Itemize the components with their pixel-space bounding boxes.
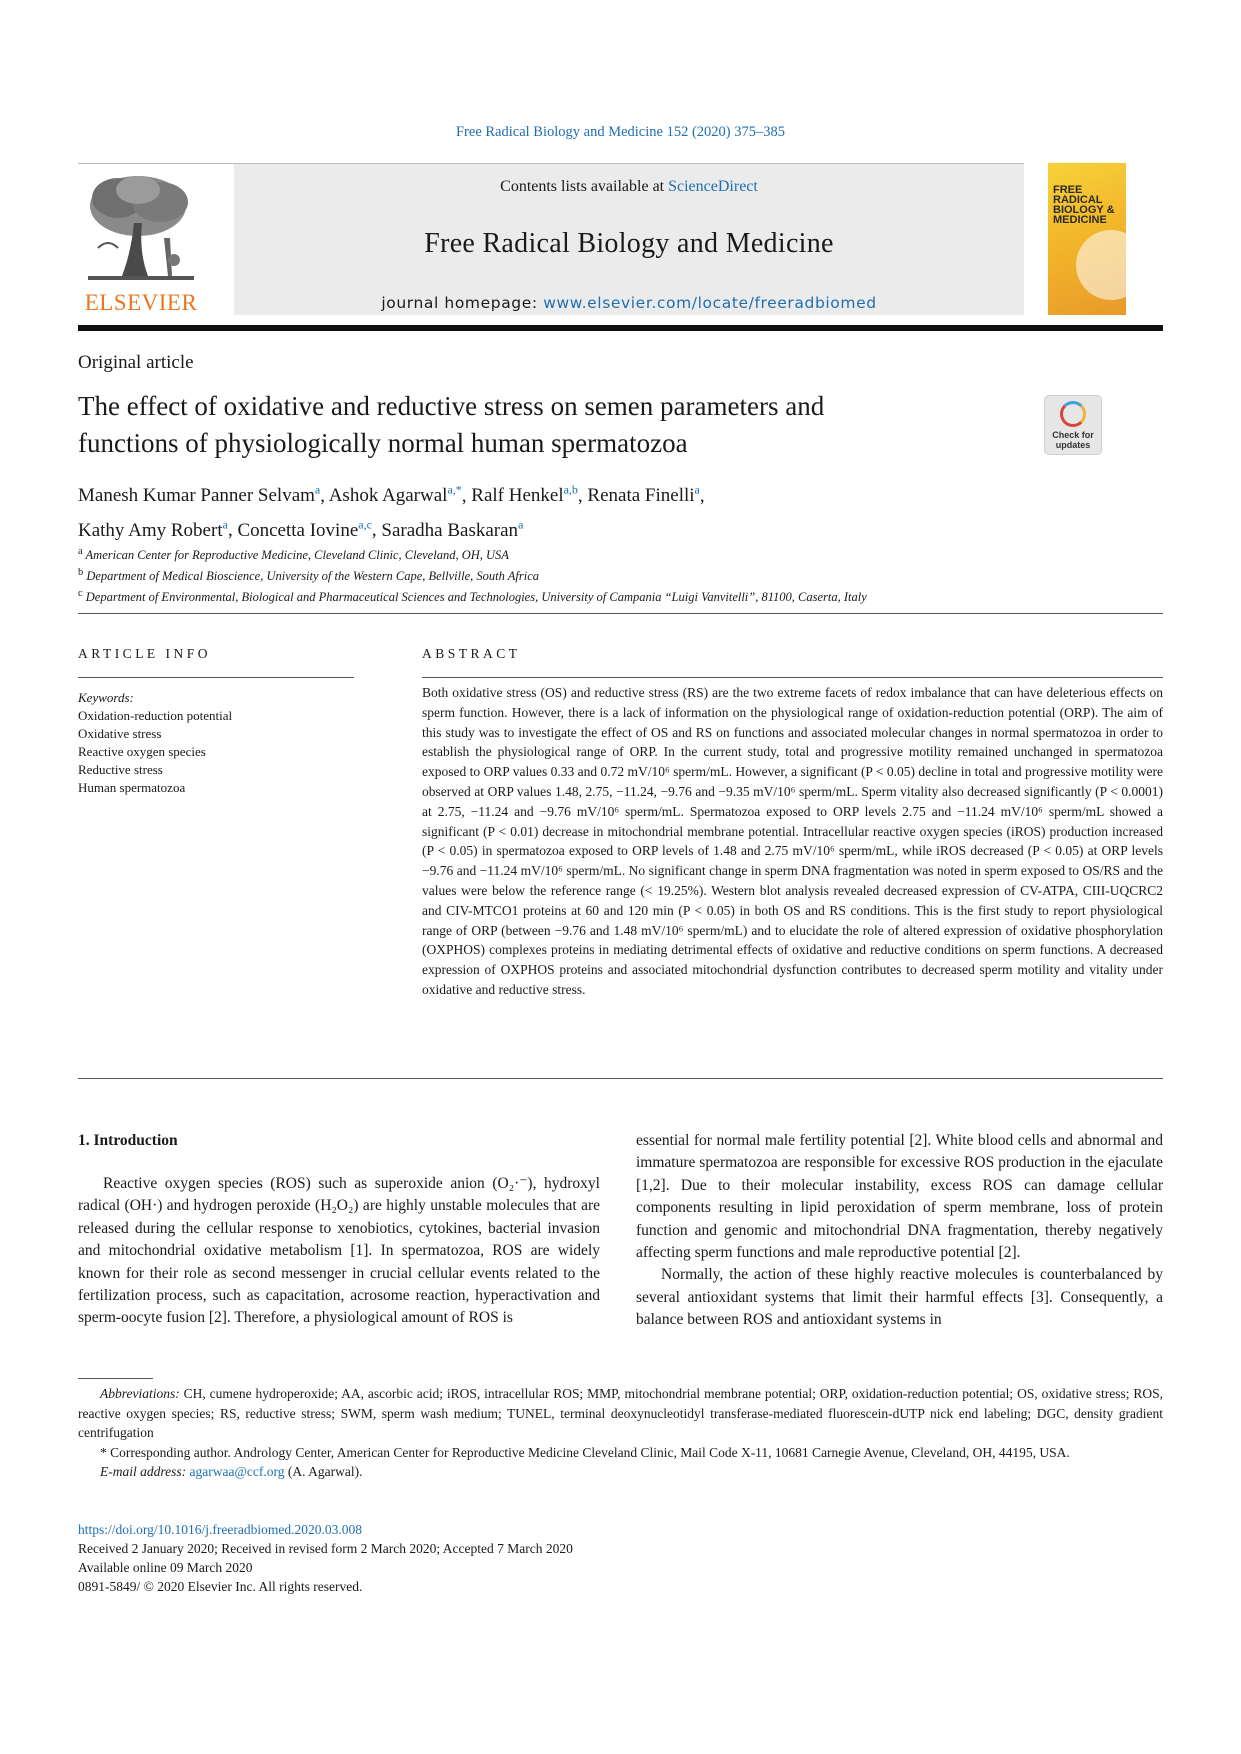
received-dates: Received 2 January 2020; Received in revised form 2 March 2020; Accepted 7 March 2020 bbox=[78, 1541, 573, 1556]
article-info-heading: ARTICLE INFO bbox=[78, 646, 212, 661]
doi-link[interactable]: https://doi.org/10.1016/j.freeradbiomed.2020.03.008 bbox=[78, 1522, 362, 1537]
affiliation-item: $^a$ American Center for Reproductive Medicine, Cleveland Clinic, Cleveland, OH, USA bbox=[78, 546, 509, 563]
email-footnote: E-mail address: agarwaa@ccf.org (A. Agarwal). bbox=[100, 1464, 363, 1479]
affiliations bbox=[78, 543, 1163, 606]
copyright: 0891-5849/ © 2020 Elsevier Inc. All rights reserved. bbox=[78, 1579, 363, 1594]
cover-title: FREE RADICAL BIOLOGY & MEDICINE bbox=[1053, 184, 1115, 226]
body-column-right bbox=[636, 1130, 1163, 1332]
elsevier-wordmark: ELSEVIER bbox=[84, 290, 198, 315]
contents-line bbox=[234, 178, 1024, 196]
footnote-rule bbox=[78, 1378, 153, 1379]
intro-paragraph: Reactive oxygen species (ROS) such as superoxide anion (O₂·⁻), hydroxyl radical (OH·) and hydrogen peroxide (H₂O₂) are highly unstable molecules that are released during the cellular response to xenobiotics, cytokines, bacterial invasion and mitochondrial oxidative metabolism [1]. In spermatozoa, ROS are widely known for their role as second messenger in crucial cellular events related to the fertilization process, such as capacitation, acrosome reaction, hyperactivation and sperm-oocyte fusion [2]. Therefore, a physiological amount of ROS is bbox=[78, 1175, 600, 1327]
author[interactable]: Kathy Amy Robert$^a$ bbox=[78, 517, 228, 541]
journal-reference-link[interactable]: Free Radical Biology and Medicine 152 (2020) 375–385 bbox=[455, 124, 785, 140]
author[interactable]: Renata Finelli$^a$ bbox=[587, 483, 700, 507]
keyword-item: Human spermatozoa bbox=[78, 780, 186, 795]
intro-paragraph: Normally, the action of these highly reactive molecules is counterbalanced by several antioxidant systems that limit their harmful effects [3]. Consequently, a balance between ROS and antioxidant systems in bbox=[636, 1266, 1163, 1329]
footnotes bbox=[78, 1384, 1163, 1482]
author[interactable]: Concetta Iovine$^{a,c}$ bbox=[237, 517, 372, 541]
abstract-rule bbox=[422, 677, 1163, 678]
article-info-rule bbox=[78, 677, 354, 678]
article-title-line-1: The effect of oxidative and reductive stress on semen parameters and bbox=[78, 391, 825, 421]
section-divider bbox=[78, 1078, 1163, 1079]
header-rule bbox=[78, 325, 1163, 331]
sciencedirect-link[interactable]: ScienceDirect bbox=[668, 178, 758, 195]
publication-info bbox=[78, 1520, 978, 1596]
homepage-link[interactable]: www.elsevier.com/locate/freeradbiomed bbox=[543, 294, 877, 312]
intro-paragraph: essential for normal male fertility potential [2]. White blood cells and abnormal and immature spermatozoa are responsible for excessive ROS production in the ejaculate [1,2]. Due to their molecular instability, excess ROS can damage cellular components resulting in lipid peroxidation of sperm membrane, loss of protein function and genomic and mitochondrial DNA fragmentation, thereby negatively affecting sperm functions and male reproductive potential [2]. bbox=[636, 1132, 1163, 1262]
keyword-item: Reactive oxygen species bbox=[78, 744, 206, 759]
keywords-block bbox=[78, 689, 354, 797]
affiliation-item: $^b$ Department of Medical Bioscience, University of the Western Cape, Bellville, South Africa bbox=[78, 567, 540, 584]
available-online: Available online 09 March 2020 bbox=[78, 1560, 253, 1575]
article-type: Original article bbox=[78, 352, 194, 373]
article-title-line-2: functions of physiologically normal human spermatozoa bbox=[78, 428, 688, 458]
author[interactable]: Ralf Henkel$^{a,b}$ bbox=[471, 483, 578, 507]
author-email-link[interactable]: agarwaa@ccf.org bbox=[189, 1464, 285, 1479]
author-list: Manesh Kumar Panner Selvam$^a$, Ashok Agarwal$^{a,*}$, Ralf Henkel$^{a,b}$, Renata Finelli$^a$, Kathy Amy Robert$^a$, Concetta Iovine$^{a,c}$, Saradha Baskaran$^a$ bbox=[78, 483, 705, 541]
check-updates-label: Check for updates bbox=[1052, 430, 1094, 450]
cover-graphic bbox=[1076, 230, 1126, 300]
journal-title: Free Radical Biology and Medicine bbox=[424, 228, 834, 259]
author[interactable]: Saradha Baskaran$^a$ bbox=[381, 517, 524, 541]
abbreviations-footnote: Abbreviations: CH, cumene hydroperoxide; AA, ascorbic acid; iROS, intracellular ROS; MMP, mitochondrial membrane potential; ORP, oxidation-reduction potential; OS, oxidative stress; ROS, reactive oxygen species; RS, reductive stress; SWM, sperm wash medium; TUNEL, terminal deoxynucleotidyl transferase-mediated fluorescein-dUTP nick end labeling; DGC, density gradient centrifugation bbox=[78, 1386, 1163, 1440]
abstract-text: Both oxidative stress (OS) and reductive stress (RS) are the two extreme facets of redox imbalance that can have deleterious effects on sperm function. However, there is a lack of information on the physiological range of oxidation-reduction potential (ORP). The aim of this study was to investigate the effect of OS and RS on functions and associated molecular changes in normal spermatozoa in order to establish the physiological range of ORP. In the current study, total and progressive motility remained unchanged in spermatozoa exposed to ORP values 0.33 and 0.72 mV/10⁶ sperm/mL. However, a significant (P < 0.05) decline in total and progressive motility were observed at ORP values 1.48, 2.75, −11.24, −9.76 and −9.35 mV/10⁶ sperm/mL. Sperm vitality also decreased significantly (P < 0.0001) at 2.75, −11.24 and −9.76 mV/10⁶ sperm/mL. Spermatozoa exposed to ORP levels 2.75 and −11.24 mV/10⁶ sperm/mL showed a significant (P < 0.01) decrease in mitochondrial membrane potential. Intracellular reactive oxygen species (iROS) production increased (P < 0.05) in spermatozoa exposed to ORP levels of 1.48 and 2.75 mV/10⁶ sperm/mL, while iROS decreased (P < 0.05) at ORP levels −9.76 and −11.24 mV/10⁶ sperm/mL. No significant change in sperm DNA fragmentation was noted in sperm exposed to OS/RS and the values were below the reference range (< 19.25%). Western blot analysis revealed decreased expression of CV-ATPA, CIII-UQCRC2 and CIV-MTCO1 proteins at 60 and 120 min (P < 0.05) in both OS and RS conditions. This is the first study to report physiological range of ORP (between −9.76 and 1.48 mV/10⁶ sperm/mL) and to elucidate the role of altered expression of oxidative phosphorylation (OXPHOS) complexes proteins in mediating detrimental effects of oxidative and reductive conditions on sperm functions. A decreased expression of OXPHOS proteins and associated mitochondrial dysfunction contributes to decreased sperm motility and vitality under oxidative and reductive stress. bbox=[422, 685, 1163, 997]
affiliation-item: $^c$ Department of Environmental, Biological and Pharmaceutical Sciences and Technologies, University of Campania “Luigi Vanvitelli”, 81100, Caserta, Italy bbox=[78, 588, 867, 605]
check-for-updates-button[interactable] bbox=[1044, 395, 1102, 455]
corresponding-author-footnote: * Corresponding author. Andrology Center, American Center for Reproductive Medicine Cleveland Clinic, Mail Code X-11, 10681 Carnegie Avenue, Cleveland, OH, 44195, USA. bbox=[100, 1444, 1070, 1460]
check-updates-icon bbox=[1060, 401, 1086, 427]
section-divider bbox=[78, 613, 1163, 614]
author[interactable]: Ashok Agarwal$^{a,*}$ bbox=[328, 483, 462, 507]
article-title bbox=[78, 388, 998, 462]
keywords-heading: Keywords: bbox=[78, 690, 134, 705]
homepage-prefix: journal homepage: bbox=[381, 294, 544, 312]
homepage-line bbox=[234, 294, 1024, 312]
contents-prefix: Contents lists available at bbox=[500, 178, 669, 195]
keyword-item: Oxidative stress bbox=[78, 726, 162, 741]
body-column-left bbox=[78, 1173, 600, 1330]
author[interactable]: Manesh Kumar Panner Selvam$^a$ bbox=[78, 483, 321, 507]
keyword-item: Oxidation-reduction potential bbox=[78, 708, 233, 723]
journal-cover-thumbnail[interactable] bbox=[1048, 163, 1126, 315]
masthead-top-rule bbox=[78, 163, 1024, 164]
keyword-item: Reductive stress bbox=[78, 762, 163, 777]
abstract-heading: ABSTRACT bbox=[422, 646, 521, 661]
introduction-heading: 1. Introduction bbox=[78, 1132, 178, 1149]
